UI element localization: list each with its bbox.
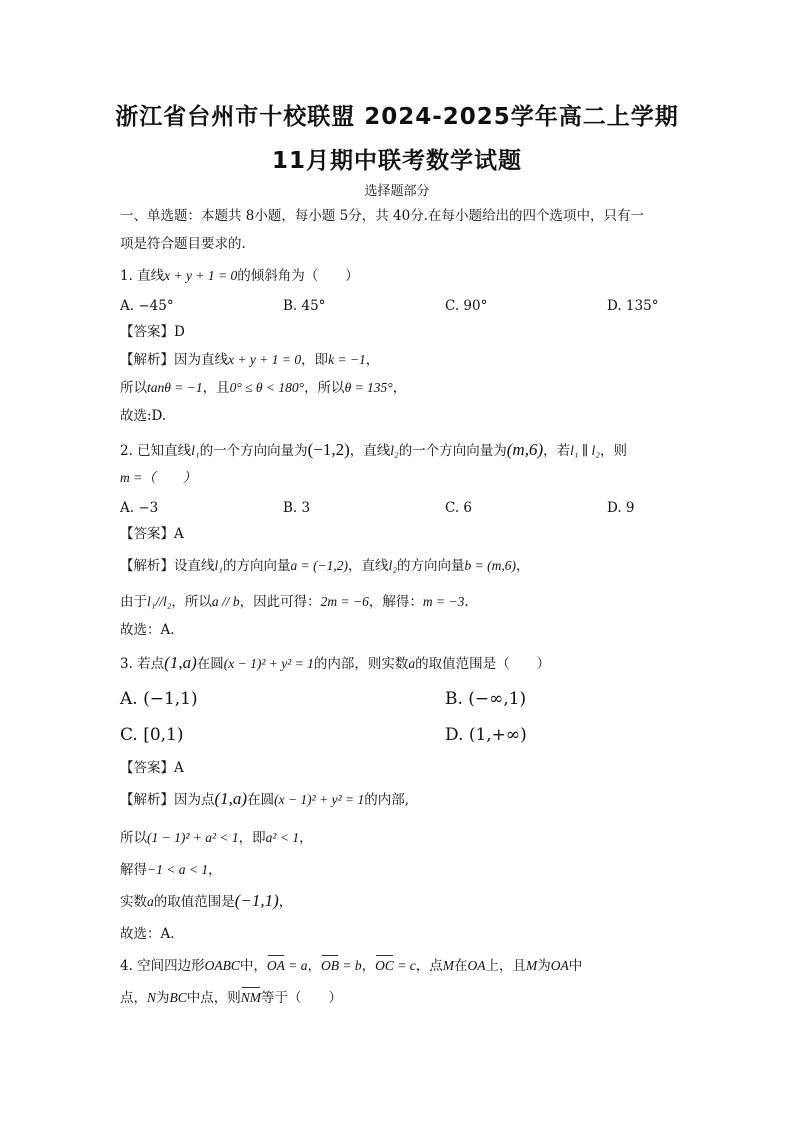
q3-answer: 【答案】A (120, 760, 184, 776)
q2-option-b: B. 3 (283, 500, 311, 516)
q3-analysis-line3: 解得−1 < a < 1， (120, 862, 222, 878)
q2-option-d: D. 9 (607, 500, 635, 516)
vector-oc: OC (375, 956, 394, 976)
exam-title-line1: 浙江省台州市十校联盟 2024-2025学年高二上学期 (115, 104, 679, 130)
q1-answer: 【答案】D (120, 324, 185, 340)
q2-option-c: C. 6 (445, 500, 473, 516)
question-1: 1. 直线x + y + 1 = 0的倾斜角为（ ） (120, 268, 359, 284)
intro-line1: 一、单选题：本题共 8小题，每小题 5分，共 40分.在每小题给出的四个选项中，只有一 (120, 208, 645, 224)
q1-option-a: A. −45° (120, 298, 174, 314)
q3-analysis-line1: 【解析】因为点(1,a)在圆(x − 1)² + y² = 1的内部, (120, 789, 410, 808)
vector-oa: OA (267, 956, 285, 976)
question-2-line1: 2. 已知直线l₁的一个方向向量为(−1,2)，直线l₂的一个方向向量为(m,6)，若l₁ ∥ l₂，则 (120, 440, 627, 459)
q2-analysis-line1: 【解析】设直线l₁的方向向量a = (−1,2)，直线l₂的方向向量b = (m,6)， (120, 558, 530, 574)
vector-ob: OB (321, 956, 339, 976)
q1-option-c: C. 90° (445, 298, 488, 314)
q2-number: 2. (120, 443, 138, 459)
q3-number: 3. (120, 656, 138, 672)
question-4-line1: 4. 空间四边形OABC中，OA = a，OB = b，OC = c，点M在OA上，且M为OA中 (120, 958, 583, 974)
q2-analysis-line3: 故选：A. (120, 622, 175, 638)
q3-analysis-line2: 所以(1 − 1)² + a² < 1，即a² < 1， (120, 830, 313, 846)
question-4-line2: 点，N为BC中点，则NM等于（ ） (120, 990, 343, 1006)
section-heading: 选择题部分 (364, 184, 430, 199)
question-2-line2: m =（ ） (120, 470, 197, 485)
q2-answer: 【答案】A (120, 526, 184, 542)
q3-option-d: D. (1,+∞) (445, 725, 527, 745)
q2-analysis-line2: 由于l₁//l₂，所以a // b，因此可得：2m = −6，解得：m = −3. (120, 594, 469, 610)
q3-option-a: A. (−1,1) (120, 689, 198, 709)
q3-analysis-line4: 实数a的取值范围是(−1,1)， (120, 891, 293, 910)
q3-option-b: B. (−∞,1) (445, 689, 527, 709)
intro-line2: 项是符合题目要求的. (120, 236, 246, 252)
q3-analysis-line5: 故选：A. (120, 926, 175, 942)
q2-option-a: A. −3 (120, 500, 159, 516)
q1-equation: x + y + 1 = 0 (164, 268, 238, 283)
q1-analysis-line1: 【解析】因为直线x + y + 1 = 0，即k = −1， (120, 352, 380, 368)
vector-nm: NM (241, 988, 261, 1008)
question-3: 3. 若点(1,a)在圆(x − 1)² + y² = 1的内部，则实数a的取值范围是（ ） (120, 653, 551, 672)
exam-title-line2: 11月期中联考数学试题 (271, 148, 522, 174)
q1-number: 1. (120, 268, 138, 284)
q1-analysis-line3: 故选:D. (120, 408, 167, 424)
q1-option-d: D. 135° (607, 298, 659, 314)
q1-option-b: B. 45° (283, 298, 326, 314)
q1-analysis-line2: 所以tanθ = −1，且0° ≤ θ < 180°，所以θ = 135°， (120, 380, 407, 396)
q4-number: 4. (120, 958, 138, 974)
q3-option-c: C. [0,1) (120, 725, 184, 745)
